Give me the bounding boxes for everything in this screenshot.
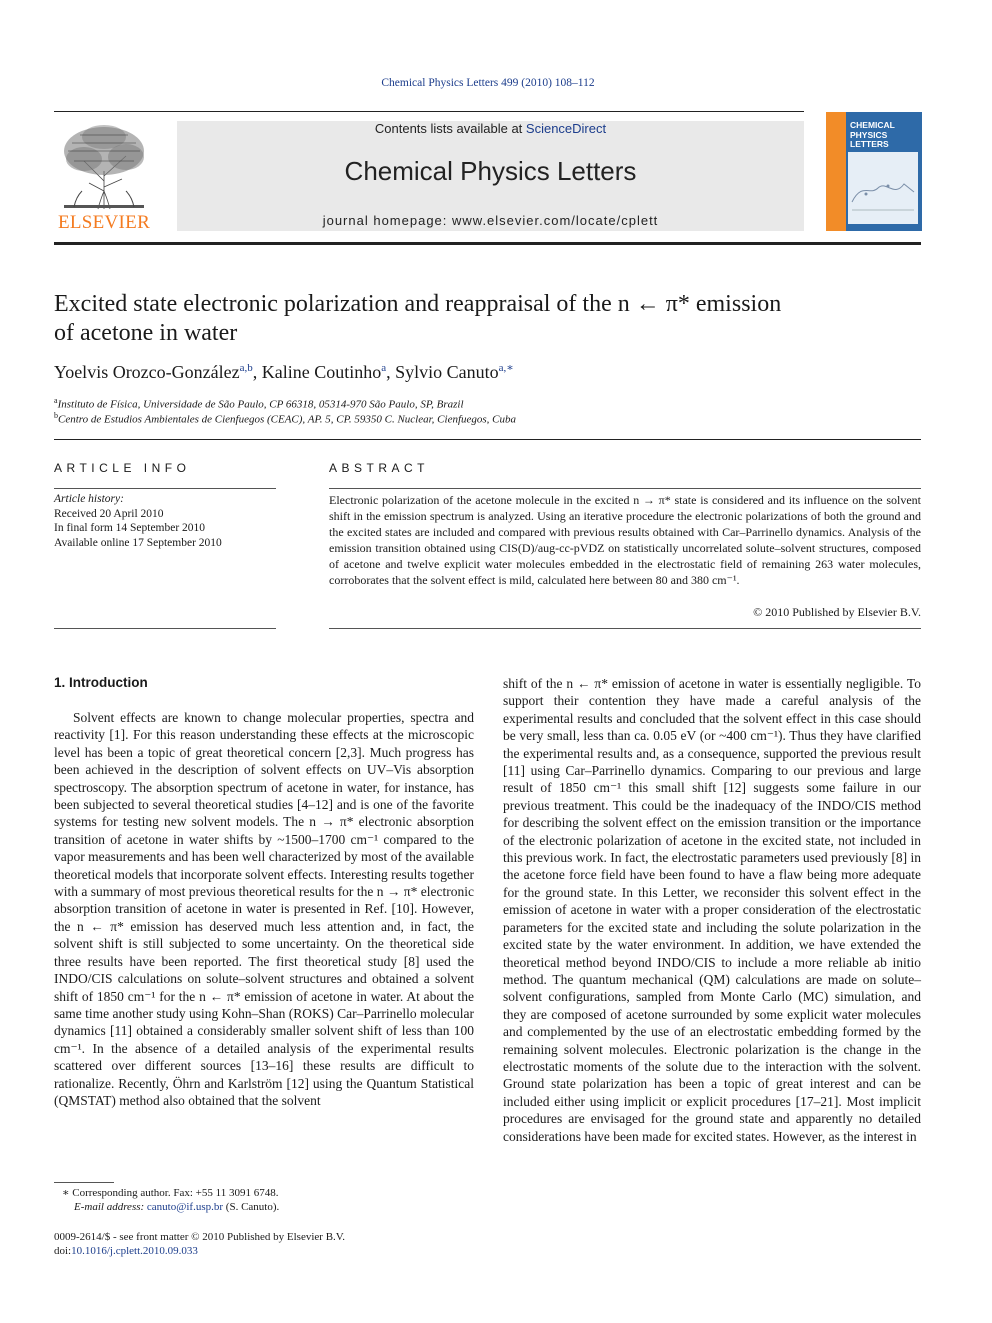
- affiliation-mark: a: [54, 396, 58, 405]
- journal-reference[interactable]: Chemical Physics Letters 499 (2010) 108–112: [381, 77, 595, 89]
- elsevier-wordmark: ELSEVIER: [57, 212, 151, 233]
- cover-title: CHEMICAL PHYSICS LETTERS: [850, 120, 895, 149]
- email-label: E-mail address:: [74, 1201, 147, 1213]
- header-rule: [54, 111, 804, 112]
- history-label: Article history:: [54, 493, 124, 505]
- author-affiliation-mark[interactable]: a: [381, 362, 387, 374]
- body-right-column: [503, 675, 921, 1145]
- sciencedirect-link[interactable]: ScienceDirect: [525, 121, 607, 136]
- abstract-bottom-rule: [329, 628, 921, 629]
- affiliation-a: [54, 396, 914, 411]
- title-rule: [54, 439, 921, 440]
- email-suffix: (S. Canuto).: [223, 1201, 280, 1213]
- article-info-bottom-rule: [54, 628, 276, 629]
- abstract-rule: [329, 488, 921, 489]
- tree-icon: [54, 121, 154, 211]
- article-info-rule: [54, 488, 276, 489]
- email-note: [54, 1201, 494, 1213]
- received-date: Received 20 April 2010: [54, 507, 164, 520]
- issn-line: 0009-2614/$ - see front matter © 2010 Published by Elsevier B.V.: [54, 1231, 346, 1243]
- author-name: Yoelvis Orozco-González: [54, 362, 240, 382]
- online-date: Available online 17 September 2010: [54, 536, 222, 549]
- journal-cover: [826, 112, 922, 231]
- email-link[interactable]: canuto@if.usp.br: [146, 1201, 224, 1213]
- affiliation-text: Instituto de Física, Universidade de São Paulo, CP 66318, 05314-970 São Paulo, SP, Brazil: [57, 398, 464, 411]
- author-affiliation-mark[interactable]: a,b: [239, 362, 253, 374]
- doi-label: doi:: [54, 1245, 72, 1257]
- cover-strip: [826, 112, 846, 231]
- journal-homepage[interactable]: journal homepage: www.elsevier.com/locate/cplett: [322, 213, 659, 228]
- body-left-column: [54, 709, 474, 1109]
- footnote-rule: [54, 1182, 114, 1183]
- contents-line: [177, 121, 804, 136]
- author-affiliation-mark[interactable]: a,∗: [498, 362, 514, 374]
- article-info-heading: ARTICLE INFO: [54, 461, 191, 475]
- cover-figure: [848, 152, 918, 224]
- article-title: [54, 290, 914, 348]
- affiliation-text: Centro de Estudios Ambientales de Cienfuegos (CEAC), AP. 5, CP. 59350 C. Nuclear, Cienfuegos, Cuba: [58, 413, 517, 426]
- doi-line: [54, 1245, 474, 1257]
- header-thick-rule: [54, 242, 921, 245]
- author-list: Yoelvis Orozco-González$^{a,b}$, Kaline Coutinho$^a$, Sylvio Canuto$^{a,∗}$: [54, 362, 514, 382]
- affiliation-b: [54, 411, 914, 426]
- section-heading: 1. Introduction: [54, 675, 148, 690]
- abstract-copyright: © 2010 Published by Elsevier B.V.: [753, 605, 921, 619]
- journal-title: Chemical Physics Letters: [344, 156, 637, 186]
- intro-paragraph-continued: shift of the n ← π* emission of acetone in water is essentially negligible. To support their contention they have made a careful analysis of the experimental results and concluded that the solvent effect in this case should be very small, less than ca. 0.05 eV (or ~400 cm⁻¹). Thus they have clarified the experimental results and, as a consequence, supported the previous result [11] using Car–Parrinello dynamics. Comparing to our previous and large result of 1850 cm⁻¹ this small shift [12] suggests some failure in our previous treatment. This could be the inadequacy of the INDO/CIS method for describing the solvent effect on the emission transition or the importance of the electronic polarization of acetone in the excited state, not included in this previous work. In fact, the electrostatic parameters used previously [8] in the acetone force field have been found to have a flaw being more adequate for the ground state. In this Letter, we reconsider this solvent effect in the emission of acetone in water with a proper consideration of the electrostatic parameters for the excited state and including the solute polarization in the excited state by the water environment. In addition, we have extended the theoretical method beyond INDO/CIS to include a more reliable ab initio method. The quantum mechanical (QM) calculations are made on solute–solvent configurations, sampled from Monte Carlo (MC) simulation, and they are composed of acetone surrounded by some explicit water molecules and complemented by the use of an electrostatic embedding formed by the remaining solvent molecules. Electronic polarization is the change in the electrostatic moments of the solute due to the interaction with the solvent. Ground state polarization has been a topic of great interest and can be included either using implicit or explicit procedures [17–21]. Most implicit procedures are envisaged for the ground state and apparently no detailed considerations have been made for excited states. However, as the interest in: [503, 676, 921, 1144]
- revised-date: In final form 14 September 2010: [54, 522, 206, 534]
- corresponding-author-note: ∗ Corresponding author. Fax: +55 11 3091 6748.: [62, 1187, 279, 1199]
- intro-paragraph: Solvent effects are known to change molecular properties, spectra and reactivity [1]. For this reason understanding these effects at the microscopic level has been a topic of great theoretical concern [2,3]. Much progress has been achieved in the description of solvent effects on UV–Vis absorption spectroscopy. The absorption spectrum of acetone in water, for instance, has been subjected to several theoretical studies [4–12] and is one of the favorite systems for testing new solvent models. The n → π* electronic absorption transition of acetone in water shifts by ~1500–1700 cm⁻¹ compared to the vapor measurements and has been well characterized by most of the available theoretical models that incorporate solvent effects. Interesting results together with a summary of most previous theoretical results for the n → π* electronic absorption transition of acetone in water is presented in Ref. [10]. However, the n ← π* emission has deserved much less attention and, in fact, the solvent shift is still subjected to some uncertainty. On the theoretical side three results have been reported. The first theoretical study [8] used the INDO/CIS calculations on solute–solvent structures and obtained a solvent shift of 1850 cm⁻¹ for the n ← π* emission of acetone in water. At about the same time another study using Kohn–Shan (ROKS) Car–Parrinello molecular dynamics [11] obtained a considerably smaller solvent shift of less than 100 cm⁻¹. In the absence of a detailed analysis of the experimental results scattered over different sources [13–16] these results are difficult to rationalize. Recently, Öhrn and Karlström [12] using the Quantum Statistical (QMSTAT) method also obtained that the solvent: [54, 710, 474, 1108]
- cover-graph-icon: [848, 152, 918, 224]
- article-history: [54, 492, 276, 550]
- author-name: Kaline Coutinho: [261, 362, 382, 382]
- contents-prefix: Contents lists available at: [374, 121, 526, 136]
- doi-link[interactable]: 10.1016/j.cplett.2010.09.033: [71, 1245, 198, 1257]
- abstract-heading: ABSTRACT: [329, 461, 430, 475]
- affiliation-mark: b: [54, 411, 58, 420]
- author-name: Sylvio Canuto: [395, 362, 499, 382]
- abstract-text: Electronic polarization of the acetone molecule in the excited n → π* state is considered and its influence on the solvent shift in the emission spectrum is analyzed. Using an iterative procedure the electronic polarizations of both the ground and the excited states are included and compared with previous results obtained with Car–Parrinello dynamics. Analysis of the emission transition obtained using CIS(D)/aug-cc-pVDZ on statistically uncorrelated solute–solvent structures, composed of acetone and twelve explicit water molecules embedded in the electrostatic field of remaining 263 water molecules, corroborates that the solvent effect is mild, calculated here between 80 and 380 cm⁻¹.: [329, 493, 921, 587]
- title-line-1: Excited state electronic polarization and reappraisal of the n ← π* emission: [54, 291, 782, 317]
- title-line-2: of acetone in water: [54, 320, 238, 346]
